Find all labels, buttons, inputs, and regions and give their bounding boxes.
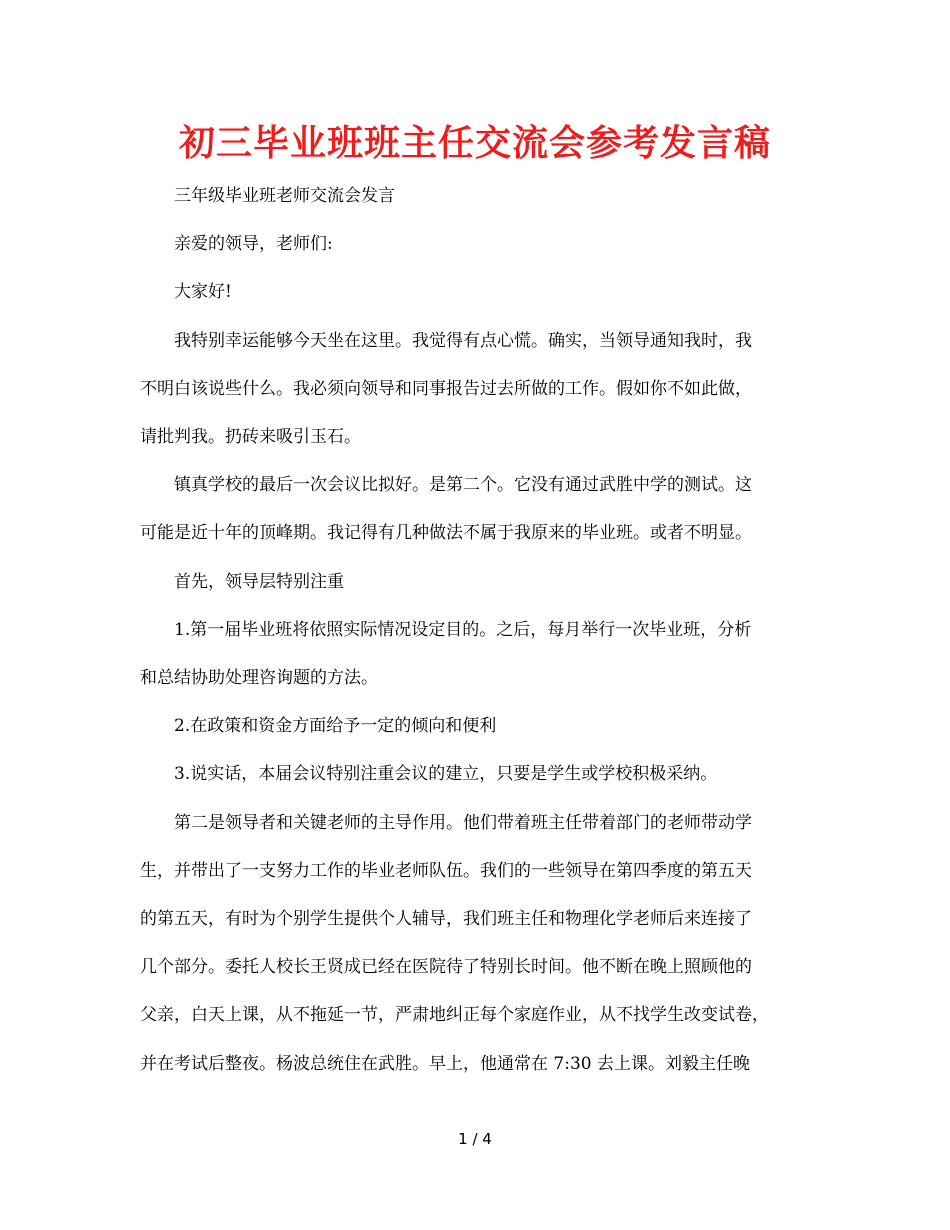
text-line: 父亲，白天上课，从不拖延一节，严肃地纠正每个家庭作业，从不找学生改变试卷， bbox=[140, 1005, 769, 1026]
text-line: 3.说实话，本届会议特别注重会议的建立，只要是学生或学校积极采纳。 bbox=[174, 764, 718, 785]
text-line: 1.第一届毕业班将依照实际情况设定目的。之后，每月举行一次毕业班，分析 bbox=[174, 619, 752, 640]
text-line: 首先，领导层特别注重 bbox=[174, 571, 344, 592]
text-line: 第二是领导者和关键老师的主导作用。他们带着班主任带着部门的老师带动学 bbox=[174, 812, 752, 833]
paragraph bbox=[140, 220, 812, 268]
paragraph bbox=[140, 172, 812, 220]
text-line: 亲爱的领导，老师们: bbox=[174, 234, 333, 255]
text-line: 我特别幸运能够今天坐在这里。我觉得有点心慌。确实，当领导通知我时，我 bbox=[174, 330, 752, 351]
document-title: 初三毕业班班主任交流会参考发言稿 bbox=[178, 123, 771, 164]
text-line: 不明白该说些什么。我必须向领导和同事报告过去所做的工作。假如你不如此做， bbox=[140, 378, 752, 399]
paragraph bbox=[140, 558, 812, 606]
paragraph bbox=[140, 750, 812, 798]
text-line: 并在考试后整夜。杨波总统住在武胜。早上，他通常在 7:30 去上课。刘毅主任晚 bbox=[140, 1053, 750, 1074]
text-line: 可能是近十年的顶峰期。我记得有几种做法不属于我原来的毕业班。或者不明显。 bbox=[140, 523, 752, 544]
text-line: 大家好! bbox=[174, 282, 232, 303]
text-line: 生，并带出了一支努力工作的毕业老师队伍。我们的一些领导在第四季度的第五天 bbox=[140, 860, 752, 881]
text-line: 请批判我。扔砖来吸引玉石。 bbox=[140, 427, 361, 448]
text-line: 和总结协助处理咨询题的方法。 bbox=[140, 668, 378, 689]
paragraph bbox=[140, 702, 812, 750]
page-number: 1 / 4 bbox=[458, 1130, 492, 1148]
paragraph bbox=[140, 268, 812, 316]
text-line: 的第五天，有时为个别学生提供个人辅导，我们班主任和物理化学老师后来连接了 bbox=[140, 909, 752, 930]
paragraph bbox=[140, 799, 812, 1088]
paragraph bbox=[140, 461, 812, 557]
document-body bbox=[140, 172, 812, 1088]
paragraph bbox=[140, 317, 812, 462]
text-line: 几个部分。委托人校长王贤成已经在医院待了特别长时间。他不断在晚上照顾他的 bbox=[140, 957, 752, 978]
paragraph bbox=[140, 606, 812, 702]
text-line: 镇真学校的最后一次会议比拟好。是第二个。它没有通过武胜中学的测试。这 bbox=[174, 475, 752, 496]
text-line: 三年级毕业班老师交流会发言 bbox=[174, 186, 395, 206]
text-line: 2.在政策和资金方面给予一定的倾向和便利 bbox=[174, 716, 497, 737]
